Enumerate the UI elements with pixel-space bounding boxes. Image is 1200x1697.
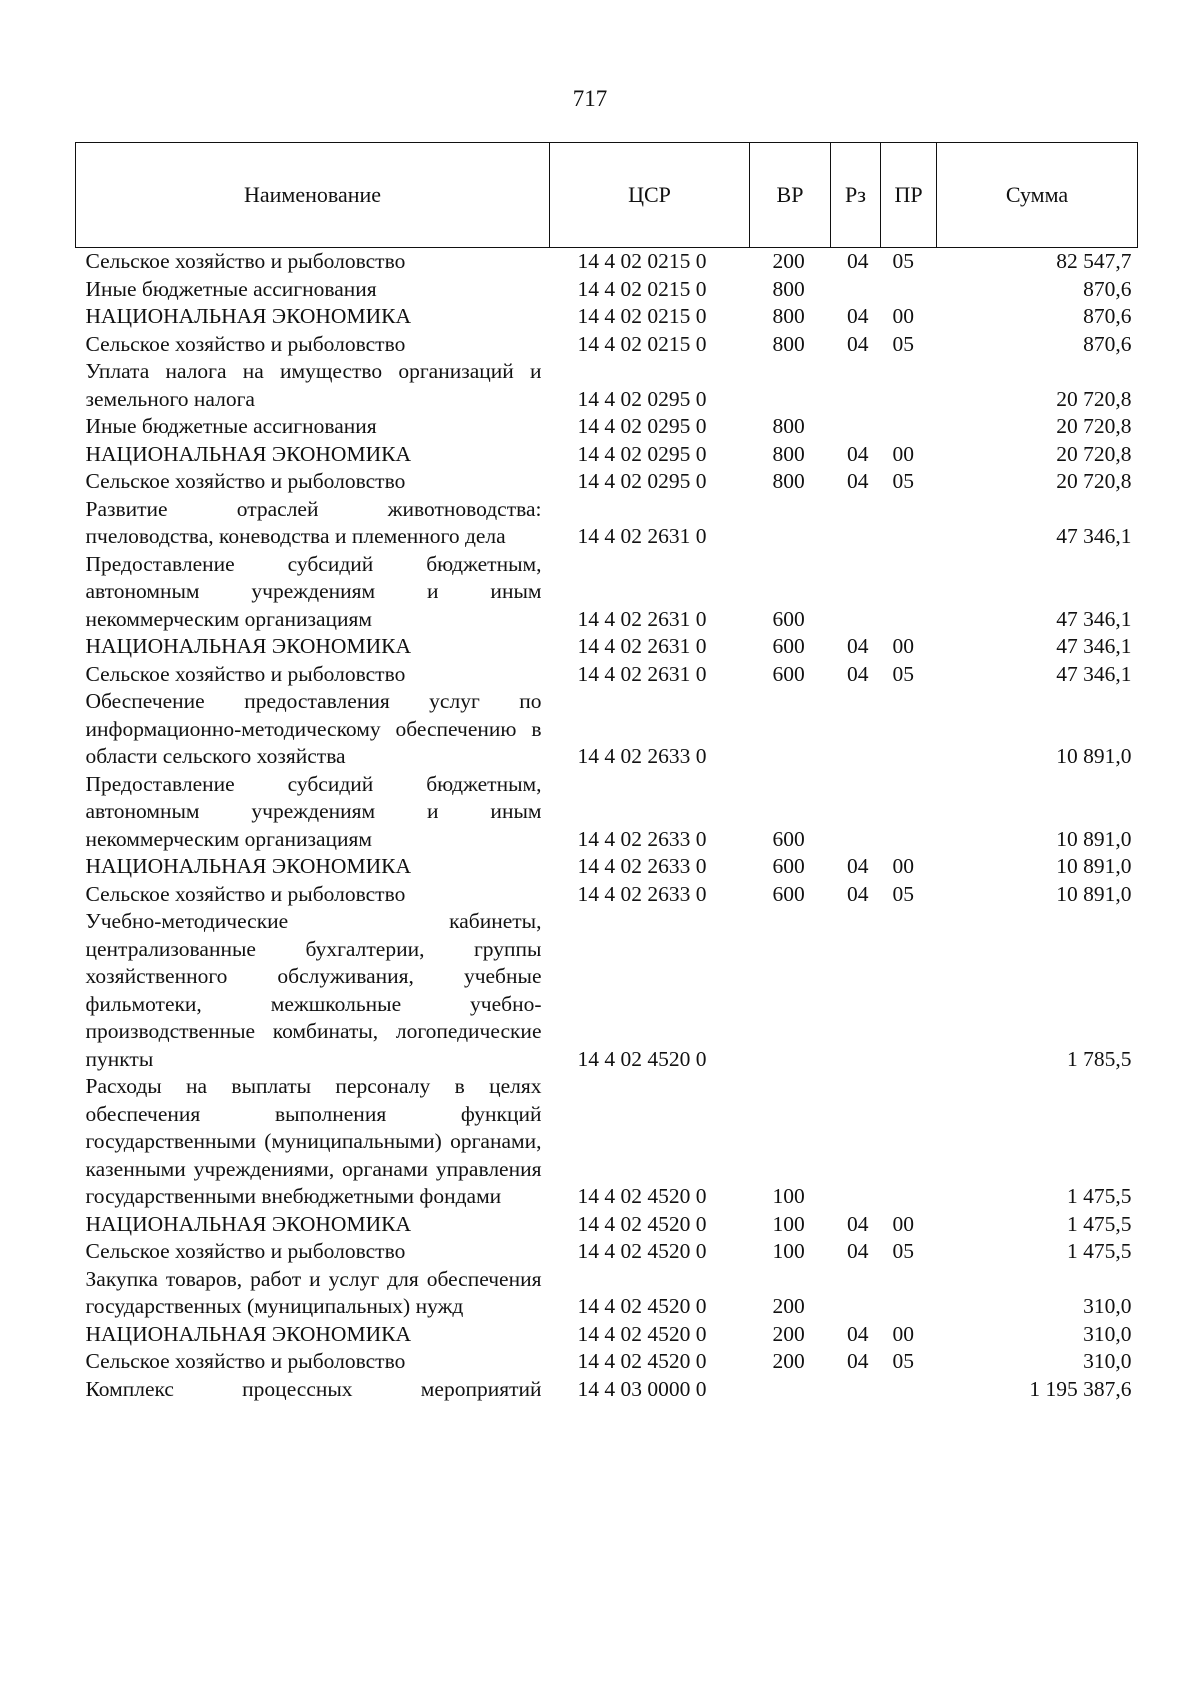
table-row bbox=[76, 468, 1138, 496]
cell-sum: 1 475,5 bbox=[1067, 1239, 1132, 1263]
cell-sum: 20 720,8 bbox=[1056, 441, 1132, 466]
cell-csr: 14 4 02 2633 0 bbox=[577, 744, 707, 768]
table-row bbox=[76, 276, 1138, 304]
cell-sum: 47 346,1 bbox=[1056, 606, 1132, 631]
header-sum: Сумма bbox=[937, 143, 1138, 248]
cell-vr: 100 bbox=[772, 1211, 805, 1236]
cell-rz: 04 bbox=[847, 854, 869, 878]
table-row bbox=[76, 661, 1138, 689]
cell-rz bbox=[831, 496, 881, 551]
cell-csr: 14 4 02 2631 0 bbox=[577, 634, 707, 658]
cell-pr: 00 bbox=[892, 854, 914, 878]
cell-name: НАЦИОНАЛЬНАЯ ЭКОНОМИКА bbox=[85, 634, 411, 658]
cell-vr bbox=[750, 1376, 831, 1404]
cell-vr: 800 bbox=[772, 276, 805, 301]
cell-rz bbox=[831, 1073, 881, 1211]
header-csr: ЦСР bbox=[550, 143, 750, 248]
cell-pr bbox=[881, 413, 937, 441]
header-row bbox=[76, 143, 1138, 248]
cell-csr: 14 4 02 0215 0 bbox=[577, 276, 707, 301]
table-row bbox=[76, 1376, 1138, 1404]
cell-vr: 100 bbox=[772, 1184, 805, 1208]
table-row bbox=[76, 331, 1138, 359]
cell-pr: 05 bbox=[892, 881, 914, 906]
cell-csr: 14 4 02 0215 0 bbox=[577, 331, 707, 356]
cell-vr: 800 bbox=[772, 414, 805, 438]
cell-csr: 14 4 02 0215 0 bbox=[577, 304, 707, 328]
cell-vr: 800 bbox=[772, 469, 805, 493]
cell-name: Сельское хозяйство и рыболовство bbox=[85, 469, 406, 493]
cell-sum: 20 720,8 bbox=[1056, 414, 1132, 438]
page-number: 717 bbox=[572, 86, 608, 111]
cell-sum: 310,0 bbox=[1083, 1349, 1132, 1373]
cell-pr: 00 bbox=[892, 1211, 914, 1236]
cell-pr: 05 bbox=[892, 1239, 914, 1263]
cell-pr bbox=[881, 1073, 937, 1211]
cell-name: Иные бюджетные ассигнования bbox=[85, 276, 377, 301]
cell-csr: 14 4 02 0295 0 bbox=[577, 469, 707, 493]
table-row bbox=[76, 771, 1138, 854]
cell-csr: 14 4 02 4520 0 bbox=[577, 1239, 707, 1263]
table-body bbox=[76, 248, 1138, 1404]
cell-sum: 870,6 bbox=[1083, 304, 1132, 328]
cell-pr bbox=[881, 771, 937, 854]
cell-rz: 04 bbox=[847, 331, 869, 356]
cell-name: НАЦИОНАЛЬНАЯ ЭКОНОМИКА bbox=[85, 441, 411, 466]
cell-rz: 04 bbox=[847, 1239, 869, 1263]
cell-vr: 600 bbox=[772, 634, 805, 658]
cell-pr bbox=[881, 908, 937, 1073]
cell-csr: 14 4 02 2633 0 bbox=[577, 854, 707, 878]
cell-csr: 14 4 02 0295 0 bbox=[577, 386, 707, 411]
cell-rz: 04 bbox=[847, 661, 869, 686]
cell-csr: 14 4 02 4520 0 bbox=[577, 1184, 707, 1208]
cell-rz: 04 bbox=[847, 634, 869, 658]
cell-name: Сельское хозяйство и рыболовство bbox=[85, 1239, 406, 1263]
cell-name: Сельское хозяйство и рыболовство bbox=[85, 249, 406, 273]
cell-pr bbox=[881, 1376, 937, 1404]
cell-rz bbox=[831, 908, 881, 1073]
cell-vr: 800 bbox=[772, 441, 805, 466]
cell-name: НАЦИОНАЛЬНАЯ ЭКОНОМИКА bbox=[85, 1321, 411, 1346]
table-row bbox=[76, 1266, 1138, 1321]
cell-vr bbox=[750, 496, 831, 551]
cell-rz: 04 bbox=[847, 1321, 869, 1346]
cell-csr: 14 4 02 2631 0 bbox=[577, 524, 707, 548]
cell-name: НАЦИОНАЛЬНАЯ ЭКОНОМИКА bbox=[85, 854, 411, 878]
cell-pr: 05 bbox=[892, 249, 914, 273]
cell-sum: 10 891,0 bbox=[1056, 854, 1132, 878]
cell-rz: 04 bbox=[847, 249, 869, 273]
cell-rz bbox=[831, 688, 881, 771]
header-name: Наименование bbox=[76, 143, 550, 248]
cell-rz bbox=[831, 413, 881, 441]
cell-name: Сельское хозяйство и рыболовство bbox=[85, 331, 406, 356]
cell-name: Предоставление субсидий бюджетным, автономным учреждениям и иным некоммерческим организациям bbox=[85, 551, 542, 631]
cell-pr: 05 bbox=[892, 331, 914, 356]
cell-pr: 00 bbox=[892, 1321, 914, 1346]
cell-pr bbox=[881, 358, 937, 413]
table-row bbox=[76, 853, 1138, 881]
cell-sum: 47 346,1 bbox=[1056, 524, 1132, 548]
cell-name: Расходы на выплаты персоналу в целях обеспечения выполнения функций государственными (муниципальными) органами, казенными учреждениями, органами управления государственными внебюджетными фондами bbox=[85, 1074, 542, 1208]
cell-rz: 04 bbox=[847, 881, 869, 906]
table-row bbox=[76, 908, 1138, 1073]
cell-rz bbox=[831, 1376, 881, 1404]
cell-csr: 14 4 02 2631 0 bbox=[577, 661, 707, 686]
budget-table bbox=[75, 142, 1138, 1403]
cell-pr: 00 bbox=[892, 441, 914, 466]
cell-csr: 14 4 02 0215 0 bbox=[577, 249, 707, 273]
cell-vr: 200 bbox=[772, 249, 805, 273]
cell-pr: 05 bbox=[892, 661, 914, 686]
table-row bbox=[76, 358, 1138, 413]
table-row bbox=[76, 1211, 1138, 1239]
header-vr: ВР bbox=[750, 143, 831, 248]
table-row bbox=[76, 881, 1138, 909]
cell-sum: 870,6 bbox=[1083, 276, 1132, 301]
cell-pr bbox=[881, 1266, 937, 1321]
cell-csr: 14 4 02 0295 0 bbox=[577, 441, 707, 466]
cell-pr: 05 bbox=[892, 1349, 914, 1373]
cell-vr bbox=[750, 908, 831, 1073]
cell-vr: 200 bbox=[772, 1321, 805, 1346]
cell-vr: 600 bbox=[772, 881, 805, 906]
cell-sum: 10 891,0 bbox=[1056, 744, 1132, 768]
cell-vr: 600 bbox=[772, 826, 805, 851]
cell-pr: 00 bbox=[892, 634, 914, 658]
cell-sum: 10 891,0 bbox=[1056, 881, 1132, 906]
cell-vr: 800 bbox=[772, 304, 805, 328]
cell-sum: 1 785,5 bbox=[1067, 1046, 1132, 1071]
cell-rz: 04 bbox=[847, 304, 869, 328]
cell-sum: 310,0 bbox=[1083, 1321, 1132, 1346]
budget-document bbox=[75, 142, 1137, 1403]
cell-pr bbox=[881, 496, 937, 551]
cell-csr: 14 4 02 4520 0 bbox=[577, 1349, 707, 1373]
cell-vr: 100 bbox=[772, 1239, 805, 1263]
cell-name: НАЦИОНАЛЬНАЯ ЭКОНОМИКА bbox=[85, 304, 411, 328]
cell-rz bbox=[831, 771, 881, 854]
cell-rz bbox=[831, 276, 881, 304]
cell-sum: 20 720,8 bbox=[1056, 386, 1132, 411]
cell-vr bbox=[750, 358, 831, 413]
header-pr: ПР bbox=[881, 143, 937, 248]
table-row bbox=[76, 1238, 1138, 1266]
cell-vr: 600 bbox=[772, 854, 805, 878]
table-row bbox=[76, 248, 1138, 276]
table-row bbox=[76, 413, 1138, 441]
cell-name: Развитие отраслей животноводства: пчеловодства, коневодства и племенного дела bbox=[85, 496, 542, 548]
cell-rz: 04 bbox=[847, 1349, 869, 1373]
cell-csr: 14 4 02 4520 0 bbox=[577, 1321, 707, 1346]
cell-vr: 600 bbox=[772, 606, 805, 631]
cell-name: Учебно-методические кабинеты, централизованные бухгалтерии, группы хозяйственного обслуживания, учебные фильмотеки, межшкольные учебно-производственные комбинаты, логопедические пункты bbox=[85, 909, 542, 1071]
cell-rz bbox=[831, 551, 881, 634]
header-rz: Рз bbox=[831, 143, 881, 248]
table-row bbox=[76, 1348, 1138, 1376]
table-row bbox=[76, 303, 1138, 331]
cell-name: Уплата налога на имущество организаций и земельного налога bbox=[85, 359, 542, 411]
cell-sum: 82 547,7 bbox=[1056, 249, 1132, 273]
cell-rz: 04 bbox=[847, 469, 869, 493]
table-row bbox=[76, 688, 1138, 771]
cell-sum: 870,6 bbox=[1083, 331, 1132, 356]
cell-csr: 14 4 02 0295 0 bbox=[577, 414, 707, 438]
cell-vr bbox=[750, 688, 831, 771]
table-row bbox=[76, 1321, 1138, 1349]
cell-vr: 800 bbox=[772, 331, 805, 356]
cell-pr: 05 bbox=[892, 469, 914, 493]
cell-name: Обеспечение предоставления услуг по информационно-методическому обеспечению в области сельского хозяйства bbox=[85, 689, 542, 768]
table-header bbox=[76, 143, 1138, 248]
cell-csr: 14 4 02 2633 0 bbox=[577, 881, 707, 906]
cell-csr: 14 4 03 0000 0 bbox=[577, 1376, 707, 1401]
cell-sum: 20 720,8 bbox=[1056, 469, 1132, 493]
cell-name: Закупка товаров, работ и услуг для обеспечения государственных (муниципальных) нужд bbox=[85, 1266, 542, 1318]
cell-sum: 1 475,5 bbox=[1067, 1184, 1132, 1208]
cell-pr bbox=[881, 551, 937, 634]
cell-name: Иные бюджетные ассигнования bbox=[85, 414, 377, 438]
cell-name: Комплекс процессных мероприятий bbox=[85, 1376, 542, 1401]
table-row bbox=[76, 1073, 1138, 1211]
cell-name: Сельское хозяйство и рыболовство bbox=[85, 661, 406, 686]
table-row bbox=[76, 633, 1138, 661]
cell-rz bbox=[831, 1266, 881, 1321]
cell-rz: 04 bbox=[847, 1211, 869, 1236]
table-row bbox=[76, 496, 1138, 551]
cell-vr: 600 bbox=[772, 661, 805, 686]
cell-rz bbox=[831, 358, 881, 413]
cell-name: Предоставление субсидий бюджетным, автономным учреждениям и иным некоммерческим организациям bbox=[85, 771, 542, 851]
cell-name: Сельское хозяйство и рыболовство bbox=[85, 1349, 406, 1373]
cell-sum: 47 346,1 bbox=[1056, 634, 1132, 658]
cell-name: Сельское хозяйство и рыболовство bbox=[85, 881, 406, 906]
table-row bbox=[76, 441, 1138, 469]
cell-vr: 200 bbox=[772, 1349, 805, 1373]
table-row bbox=[76, 551, 1138, 634]
cell-rz: 04 bbox=[847, 441, 869, 466]
cell-pr bbox=[881, 276, 937, 304]
cell-sum: 310,0 bbox=[1083, 1294, 1132, 1318]
cell-sum: 1 475,5 bbox=[1067, 1211, 1132, 1236]
cell-csr: 14 4 02 4520 0 bbox=[577, 1046, 707, 1071]
cell-sum: 1 195 387,6 bbox=[1029, 1376, 1132, 1401]
cell-name: НАЦИОНАЛЬНАЯ ЭКОНОМИКА bbox=[85, 1211, 411, 1236]
cell-csr: 14 4 02 4520 0 bbox=[577, 1211, 707, 1236]
cell-sum: 10 891,0 bbox=[1056, 826, 1132, 851]
cell-csr: 14 4 02 4520 0 bbox=[577, 1294, 707, 1318]
cell-vr: 200 bbox=[772, 1294, 805, 1318]
cell-csr: 14 4 02 2631 0 bbox=[577, 606, 707, 631]
cell-pr bbox=[881, 688, 937, 771]
cell-pr: 00 bbox=[892, 304, 914, 328]
cell-sum: 47 346,1 bbox=[1056, 661, 1132, 686]
cell-csr: 14 4 02 2633 0 bbox=[577, 826, 707, 851]
